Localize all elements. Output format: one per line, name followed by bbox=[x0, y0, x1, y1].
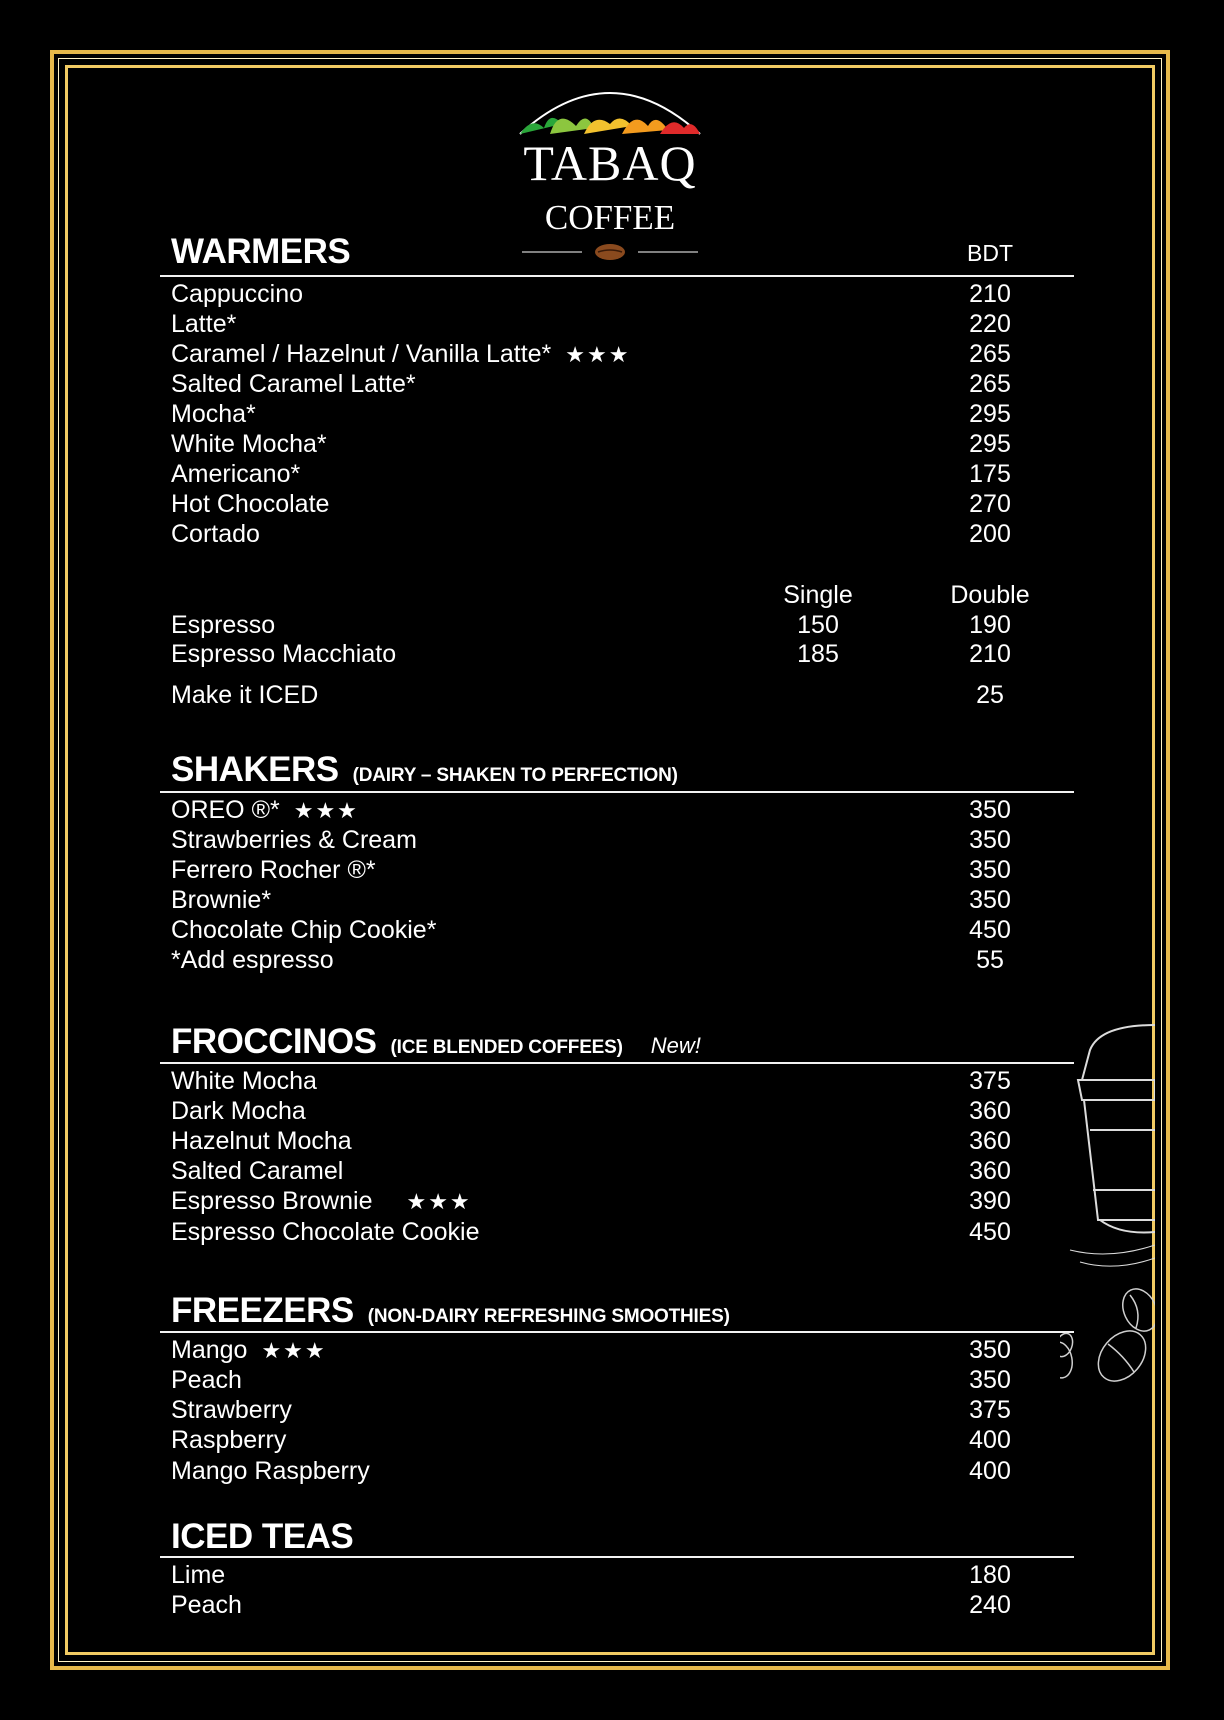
item-price: 375 bbox=[969, 1396, 1011, 1424]
section-title: FREEZERS bbox=[171, 1291, 354, 1330]
item-name: Raspberry bbox=[171, 1426, 287, 1454]
menu-row bbox=[0, 429, 1224, 459]
menu-row bbox=[0, 1156, 1224, 1186]
brand-logo bbox=[510, 72, 710, 262]
item-name: Espresso bbox=[171, 611, 276, 639]
section-title: SHAKERS bbox=[171, 750, 339, 789]
section-rule bbox=[160, 1062, 1074, 1064]
section-subtitle: (NON-DAIRY REFRESHING SMOOTHIES) bbox=[367, 1306, 730, 1327]
item-name: Mango Raspberry bbox=[171, 1457, 370, 1485]
item-name: *Add espresso bbox=[171, 946, 334, 974]
menu-row bbox=[0, 1395, 1224, 1425]
menu-row bbox=[0, 1096, 1224, 1126]
section-subtitle: (ICE BLENDED COFFEES) bbox=[390, 1037, 623, 1058]
section-froccinos bbox=[171, 1022, 701, 1062]
rating-stars: ★★★ bbox=[565, 342, 631, 367]
menu-row bbox=[0, 1365, 1224, 1395]
item-name: Salted Caramel Latte* bbox=[171, 370, 416, 398]
item-price-double: 210 bbox=[969, 640, 1011, 668]
item-name: Salted Caramel bbox=[171, 1157, 344, 1185]
item-name: Peach bbox=[171, 1591, 242, 1619]
item-price: 55 bbox=[976, 946, 1004, 974]
item-price: 200 bbox=[969, 520, 1011, 548]
menu-row bbox=[0, 795, 1224, 825]
single-column-label: Single bbox=[783, 581, 853, 609]
item-name: Dark Mocha bbox=[171, 1097, 306, 1125]
item-price-single: 185 bbox=[797, 640, 839, 668]
item-name: Lime bbox=[171, 1561, 226, 1589]
section-rule bbox=[160, 1556, 1074, 1558]
section-shakers bbox=[171, 750, 678, 790]
menu-row bbox=[0, 639, 1224, 669]
menu-row bbox=[0, 369, 1224, 399]
item-price: 180 bbox=[969, 1561, 1011, 1589]
section-rule bbox=[160, 791, 1074, 793]
menu-row bbox=[0, 915, 1224, 945]
item-name: Hot Chocolate bbox=[171, 490, 330, 518]
menu-row bbox=[0, 945, 1224, 975]
menu-row bbox=[0, 1590, 1224, 1620]
item-name: White Mocha* bbox=[171, 430, 327, 458]
menu-row bbox=[0, 489, 1224, 519]
item-name: Latte* bbox=[171, 310, 237, 338]
item-price: 350 bbox=[969, 1336, 1011, 1364]
section-iced-teas bbox=[171, 1517, 353, 1557]
rating-stars: ★★★ bbox=[261, 1338, 327, 1363]
menu-row bbox=[0, 1217, 1224, 1247]
item-name: White Mocha bbox=[171, 1067, 317, 1095]
section-rule bbox=[160, 1331, 1074, 1333]
menu-row bbox=[0, 1126, 1224, 1156]
item-price: 295 bbox=[969, 400, 1011, 428]
item-price: 375 bbox=[969, 1067, 1011, 1095]
item-price: 360 bbox=[969, 1127, 1011, 1155]
item-price: 350 bbox=[969, 856, 1011, 884]
menu-row bbox=[0, 1066, 1224, 1096]
section-title: FROCCINOS bbox=[171, 1022, 377, 1061]
item-price: 25 bbox=[976, 681, 1004, 709]
rating-stars: ★★★ bbox=[293, 798, 359, 823]
item-name: Caramel / Hazelnut / Vanilla Latte* ★★★ bbox=[171, 340, 631, 368]
item-name: Mocha* bbox=[171, 400, 256, 428]
item-price: 295 bbox=[969, 430, 1011, 458]
coffee-cup-illustration bbox=[1060, 1010, 1155, 1410]
menu-row bbox=[0, 610, 1224, 640]
section-title: ICED TEAS bbox=[171, 1517, 354, 1556]
menu-row bbox=[0, 339, 1224, 369]
item-price: 350 bbox=[969, 796, 1011, 824]
item-price: 400 bbox=[969, 1457, 1011, 1485]
item-name: Ferrero Rocher ®* bbox=[171, 856, 376, 884]
item-price: 450 bbox=[969, 916, 1011, 944]
section-rule bbox=[160, 275, 1074, 277]
item-name: OREO ®* ★★★ bbox=[171, 796, 359, 824]
item-price: 350 bbox=[969, 1366, 1011, 1394]
item-name: Americano* bbox=[171, 460, 301, 488]
brand-name: TABAQ bbox=[523, 135, 697, 191]
item-name: Mango ★★★ bbox=[171, 1336, 327, 1364]
item-price-single: 150 bbox=[797, 611, 839, 639]
item-price: 360 bbox=[969, 1097, 1011, 1125]
item-name: Strawberries & Cream bbox=[171, 826, 417, 854]
item-price-double: 190 bbox=[969, 611, 1011, 639]
item-price: 350 bbox=[969, 826, 1011, 854]
menu-row bbox=[0, 855, 1224, 885]
menu-row bbox=[0, 680, 1224, 710]
menu-row bbox=[0, 885, 1224, 915]
item-name: Peach bbox=[171, 1366, 242, 1394]
item-price: 210 bbox=[969, 280, 1011, 308]
item-price: 390 bbox=[969, 1187, 1011, 1215]
item-name: Make it ICED bbox=[171, 681, 319, 709]
item-name: Hazelnut Mocha bbox=[171, 1127, 352, 1155]
item-price: 240 bbox=[969, 1591, 1011, 1619]
item-price: 450 bbox=[969, 1218, 1011, 1246]
menu-row bbox=[0, 309, 1224, 339]
item-name: Cortado bbox=[171, 520, 260, 548]
item-name: Strawberry bbox=[171, 1396, 292, 1424]
menu-row bbox=[0, 825, 1224, 855]
menu-row bbox=[0, 1560, 1224, 1590]
item-name: Espresso Chocolate Cookie bbox=[171, 1218, 480, 1246]
item-price: 175 bbox=[969, 460, 1011, 488]
menu-row bbox=[0, 1335, 1224, 1365]
item-price: 220 bbox=[969, 310, 1011, 338]
item-price: 400 bbox=[969, 1426, 1011, 1454]
menu-row bbox=[0, 1425, 1224, 1455]
double-column-label: Double bbox=[950, 581, 1030, 609]
item-name: Espresso Brownie ★★★ bbox=[171, 1187, 472, 1215]
menu-row bbox=[0, 459, 1224, 489]
new-badge: New! bbox=[650, 1033, 701, 1058]
section-freezers bbox=[171, 1291, 730, 1331]
item-price: 270 bbox=[969, 490, 1011, 518]
item-name: Brownie* bbox=[171, 886, 272, 914]
item-name: Chocolate Chip Cookie* bbox=[171, 916, 437, 944]
item-price: 360 bbox=[969, 1157, 1011, 1185]
menu-row bbox=[0, 279, 1224, 309]
currency-label: BDT bbox=[967, 240, 1013, 266]
menu-row bbox=[0, 1186, 1224, 1216]
brand-sub: COFFEE bbox=[544, 198, 676, 237]
menu-row bbox=[0, 399, 1224, 429]
menu-row bbox=[0, 1456, 1224, 1486]
menu-row bbox=[0, 519, 1224, 549]
rating-stars: ★★★ bbox=[406, 1189, 472, 1214]
item-name: Cappuccino bbox=[171, 280, 304, 308]
item-name: Espresso Macchiato bbox=[171, 640, 397, 668]
item-price: 265 bbox=[969, 370, 1011, 398]
section-title: WARMERS bbox=[171, 232, 351, 271]
section-warmers bbox=[171, 232, 350, 272]
section-subtitle: (DAIRY – SHAKEN TO PERFECTION) bbox=[352, 765, 678, 786]
item-price: 265 bbox=[969, 340, 1011, 368]
item-price: 350 bbox=[969, 886, 1011, 914]
